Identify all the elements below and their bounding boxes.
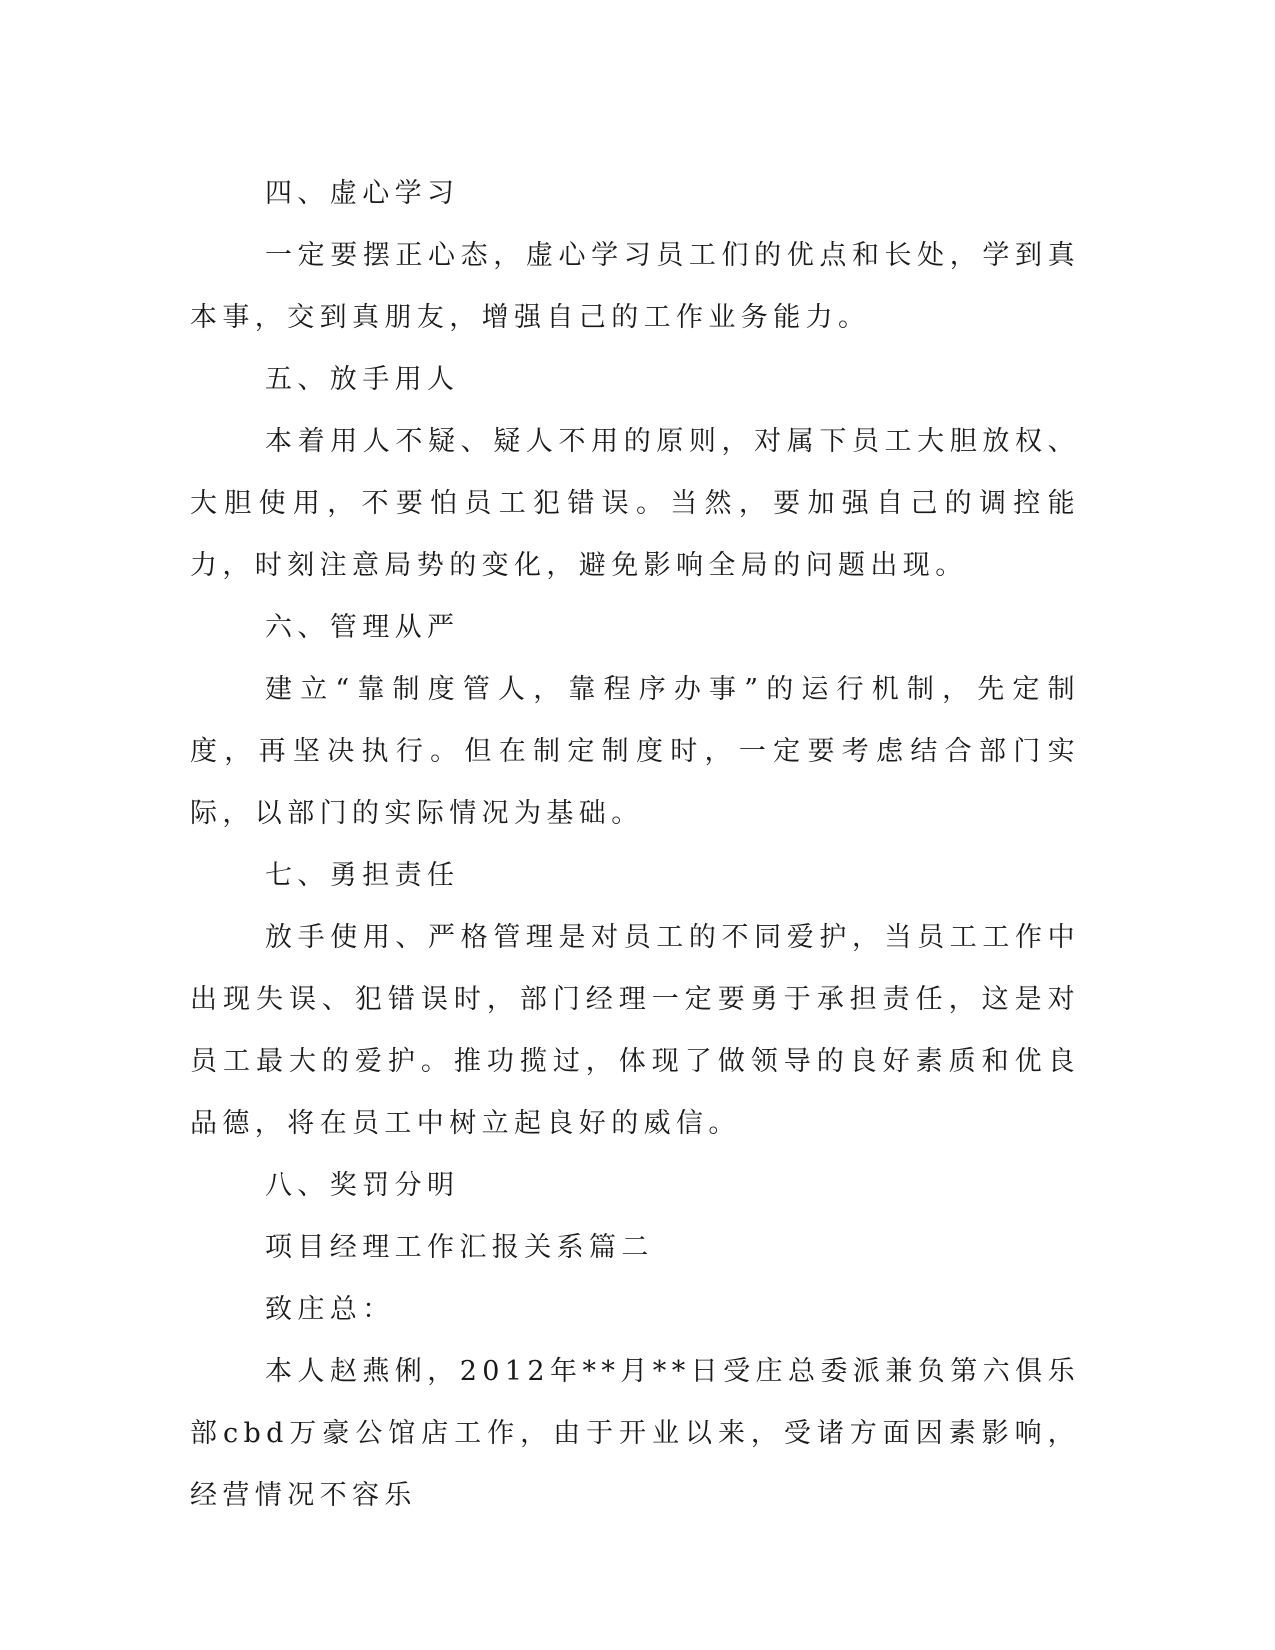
section-heading-4: 四、虚心学习 xyxy=(265,178,460,209)
section-heading-5: 五、放手用人 xyxy=(265,364,460,395)
paragraph: 本着用人不疑、疑人不用的原则，对属下员工大胆放权、大胆使用，不要怕员工犯错误。当然，要加强自己的调控能力，时刻注意局势的变化，避免影响全局的问题出现。 xyxy=(190,426,1080,581)
section-heading-8: 八、奖罚分明 xyxy=(265,1170,460,1201)
paragraph: 本人赵燕俐，2012年**月**日受庄总委派兼负第六俱乐部cbd万豪公馆店工作，由于开业以来，受诸方面因素影响，经营情况不容乐 xyxy=(190,1356,1080,1511)
section-heading-6: 六、管理从严 xyxy=(265,612,460,643)
paragraph: 一定要摆正心态，虚心学习员工们的优点和长处，学到真本事，交到真朋友，增强自己的工作业务能力。 xyxy=(190,240,1080,333)
paragraph: 建立“靠制度管人，靠程序办事”的运行机制，先定制度，再坚决执行。但在制定制度时，一定要考虑结合部门实际，以部门的实际情况为基础。 xyxy=(190,674,1080,829)
document-body xyxy=(190,163,1080,1527)
article-title: 项目经理工作汇报关系篇二 xyxy=(265,1232,654,1263)
paragraph: 放手使用、严格管理是对员工的不同爱护，当员工工作中出现失误、犯错误时，部门经理一定要勇于承担责任，这是对员工最大的爱护。推功揽过，体现了做领导的良好素质和优良品德，将在员工中树立起良好的威信。 xyxy=(190,922,1080,1139)
section-heading-7: 七、勇担责任 xyxy=(265,860,460,891)
salutation: 致庄总： xyxy=(265,1294,395,1325)
